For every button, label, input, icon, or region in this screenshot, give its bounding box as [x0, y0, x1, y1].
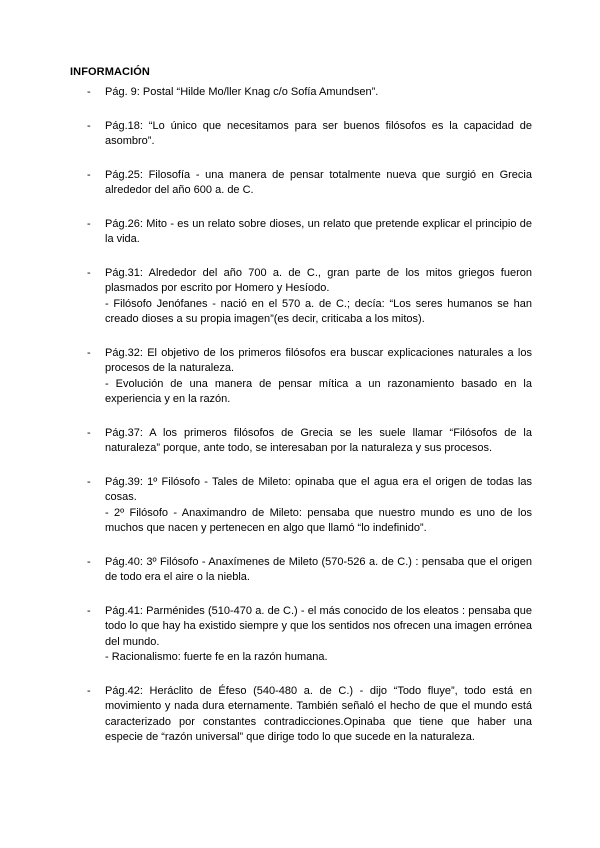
text-segment: Pág.18: “Lo único que necesitamos para ser buenos filósofos es la capacidad de asombro”. — [105, 119, 532, 147]
item-text — [105, 266, 532, 328]
list-item — [70, 604, 532, 666]
bullet-dash: - — [87, 475, 91, 488]
item-text — [105, 684, 532, 746]
bullet-dash: - — [87, 86, 91, 98]
text-segment: Pág. 9: Postal “Hilde Mo/ller Knag c/o Sofía Amundsen”. — [105, 86, 379, 98]
bullet-dash: - — [87, 426, 91, 439]
item-text — [105, 426, 532, 457]
bullet-dash: - — [87, 346, 91, 359]
item-text — [105, 119, 532, 150]
list-item — [70, 555, 532, 586]
list-item — [70, 217, 532, 248]
item-text — [105, 604, 532, 666]
list-item — [70, 475, 532, 537]
list-item — [70, 266, 532, 328]
item-text — [105, 555, 532, 586]
bullet-dash: - — [87, 168, 91, 181]
text-segment: Pág.37: A los primeros filósofos de Grecia se les suele llamar “Filósofos de la naturaleza” porque, ante todo, se interesaban por la naturaleza y sus procesos. — [105, 426, 532, 454]
text-segment: Pág.32: El objetivo de los primeros filósofos era buscar explicaciones naturales a los procesos de la naturaleza. — [105, 346, 532, 374]
text-segment: - Filósofo Jenófanes - nació en el 570 a. de C.; decía: “Los seres humanos se han creado dioses a su propia imagen”(es decir, criticaba a los mitos). — [105, 297, 532, 325]
text-segment: Pág.25: Filosofía - una manera de pensar totalmente nueva que surgió en Grecia alrededor del año 600 a. de C. — [105, 168, 532, 196]
bullet-dash: - — [87, 119, 91, 132]
text-segment: Pág.41: Parménides (510-470 a. de C.) - el más conocido de los eleatos : pensaba que todo lo que hay ha existido siempre y que los sentidos nos ofrecen una imagen errónea del mundo. — [105, 604, 532, 648]
text-segment: Pág.26: Mito - es un relato sobre dioses, un relato que pretende explicar el principio de la vida. — [105, 217, 532, 245]
item-text — [105, 85, 532, 101]
list-item — [70, 85, 532, 101]
text-segment: - Racionalismo: fuerte fe en la razón humana. — [105, 651, 328, 663]
text-segment: Pág.42: Heráclito de Éfeso (540-480 a. de C.) - dijo “Todo fluye”, todo está en movimiento y nada dura eternamente. También señaló el hecho de que el mundo está caracterizado por constantes contradicciones.Opinaba que tiene que haber una especie de “razón universal” que dirige todo lo que sucede en la naturaleza. — [105, 684, 532, 743]
item-text — [105, 475, 532, 537]
bullet-dash: - — [87, 684, 91, 697]
list-item — [70, 684, 532, 746]
text-segment: - Evolución de una manera de pensar mítica a un razonamiento basado en la experiencia y en la razón. — [105, 377, 532, 405]
list-item — [70, 426, 532, 457]
item-text — [105, 217, 532, 248]
text-segment: Pág.40: 3º Filósofo - Anaxímenes de Mileto (570-526 a. de C.) : pensaba que el origen de todo era el aire o la niebla. — [105, 555, 532, 583]
bullet-list — [70, 85, 532, 746]
list-item — [70, 168, 532, 199]
text-segment: Pág.31: Alrededor del año 700 a. de C., gran parte de los mitos griegos fueron plasmados por escrito por Homero y Hesíodo. — [105, 266, 532, 294]
bullet-dash: - — [87, 555, 91, 568]
page-title: INFORMACIÓN — [70, 66, 150, 78]
bullet-dash: - — [87, 266, 91, 279]
text-segment: - 2º Filósofo - Anaximandro de Mileto: pensaba que nuestro mundo es uno de los muchos que nacen y pertenecen en algo que llamó “lo indefinido”. — [105, 506, 532, 534]
list-item — [70, 346, 532, 408]
list-item — [70, 119, 532, 150]
item-text — [105, 168, 532, 199]
bullet-dash: - — [87, 217, 91, 230]
text-segment: Pág.39: 1º Filósofo - Tales de Mileto: opinaba que el agua era el origen de todas las cosas. — [105, 475, 532, 503]
bullet-dash: - — [87, 604, 91, 617]
item-text — [105, 346, 532, 408]
